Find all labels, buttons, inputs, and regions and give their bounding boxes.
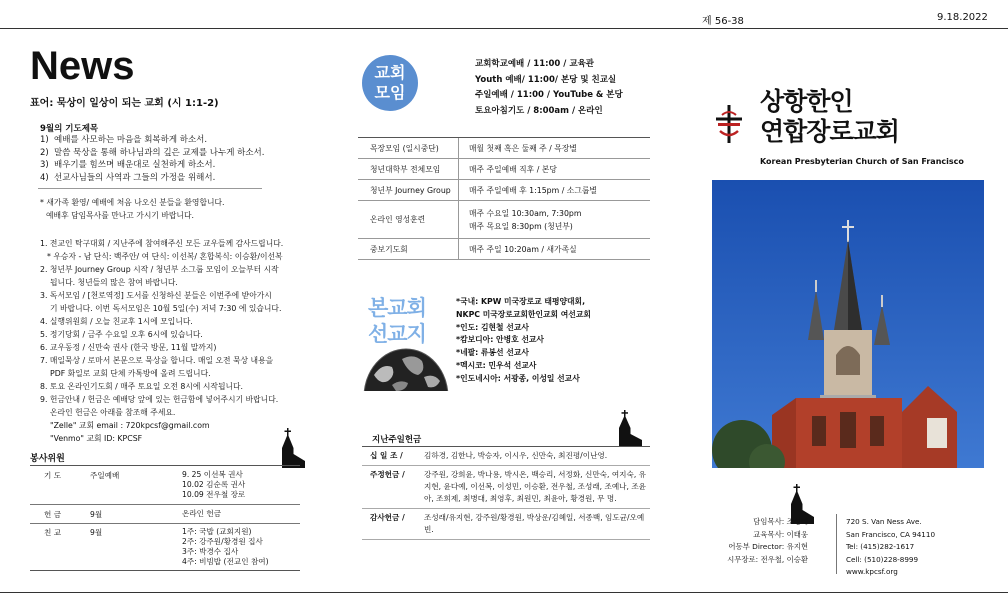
prayer-title: 9월의 기도제목	[40, 124, 99, 134]
news-item: "Zelle" 교회 email : 720kpcsf@gmail.com	[50, 421, 210, 430]
top-divider	[0, 28, 1008, 29]
globe-icon	[362, 345, 450, 391]
church-staff: 담임목사: 조성래 교육목사: 이태웅 어동부 Director: 유지현 시무장로: 전우철, 이승환	[727, 517, 808, 564]
offering-row: 감사헌금 / 조성래/유지현, 강주원/황경원, 박상운/김혜일, 서종백, 임도균/오예빈.	[362, 509, 650, 540]
offering-row: 십 일 조 / 김하경, 김한나, 박승자, 이시우, 신만숙, 최진평/이난영.	[362, 447, 650, 466]
issue-number: 제 56-38	[702, 16, 744, 27]
news-list	[40, 237, 300, 445]
schedule-row: 중보기도회 매주 주일 10:20am / 새가족실	[358, 239, 650, 260]
news-item: 7. 매일묵상 / 로마서 본문으로 묵상을 합니다. 매일 오전 묵상 내용을	[40, 356, 274, 365]
staff-title: 봉사위원	[30, 454, 65, 464]
schedule-row: 온라인 영성훈련 매주 수요일 10:30am, 7:30pm 매주 목요일 8:30pm (청년부)	[358, 201, 650, 239]
prayer-item: 4) 선교사님들의 사역과 그들의 가정을 위해서.	[40, 172, 216, 183]
prayer-item: 1) 예배를 사모하는 마음을 회복하게 하소서.	[40, 135, 208, 145]
prayer-item: 3) 배우기를 힘쓰며 배운대로 실천하게 하소서.	[40, 160, 216, 170]
missionaries-list: *국내: KPW 미국장로교 태평양대회, NKPC 미국장로교회한인교회 여선교회 *인도: 김현철 선교사 *캄보디아: 안병호 선교사 *네팔: 류봉선 선교사 *멕시코: 민우석 선교사 *인도네시아: 서광종, 이성일 선교사	[456, 297, 591, 383]
schedule-row: 목장모임 (일시중단) 매월 첫째 혹은 둘째 주 / 목장별	[358, 138, 650, 159]
meeting-schedule	[358, 137, 650, 260]
church-photo	[712, 180, 984, 468]
news-title: News	[30, 44, 135, 88]
news-item: 온라인 헌금은 아래를 참조해 주세요.	[50, 408, 176, 417]
church-contact: 720 S. Van Ness Ave. San Francisco, CA 94110 Tel: (415)282-1617 Cell: (510)228-8999 www.kpcsf.org	[846, 516, 935, 579]
bottom-divider	[0, 592, 1008, 593]
motto: 표어: 묵상이 일상이 되는 교회 (시 1:1-2)	[30, 98, 219, 109]
offering-title: 지난주일헌금	[372, 435, 422, 445]
news-item: 6. 교우동정 / 신만숙 권사 (한국 방문, 11월 말까지)	[40, 343, 217, 352]
staff-table	[30, 466, 300, 571]
website-link[interactable]: www.kpcsf.org	[846, 567, 898, 576]
issue-date: 9.18.2022	[937, 12, 988, 23]
news-item: 8. 토요 온라인기도회 / 매주 토요일 오전 8시에 시작됩니다.	[40, 382, 244, 391]
missions-title: 본교회 선교지	[368, 296, 426, 346]
welcome-note: * 새가족 환영/ 예배에 처음 나오신 분들을 환영합니다. 예배후 담임목사를 만나고 가시기 바랍니다.	[40, 198, 225, 220]
schedule-row: 청년부 Journey Group 매주 주일예배 후 1:15pm / 소그룹별	[358, 180, 650, 201]
news-item: "Venmo" 교회 ID: KPCSF	[50, 434, 143, 443]
staff-row: 친 교 9월 1주: 국밥 (교회지원) 2주: 강주원/황경원 집사 3주: 박경수 집사 4주: 비빔밥 (전교인 참여)	[30, 524, 300, 571]
divider	[38, 188, 262, 189]
church-name: 상항한인 연합장로교회	[760, 87, 899, 146]
news-item: 1. 전교인 탁구대회 / 지난주에 참여해주신 모든 교우들께 감사드립니다.	[40, 239, 284, 248]
staff-row: 헌 금 9월 온라인 헌금	[30, 505, 300, 524]
news-item: 3. 독서모임 / [천로역정] 도서를 신청하신 분들은 이번주에 받아가시	[40, 291, 272, 300]
offering-row: 주정헌금 / 강주원, 강희윤, 박나용, 박시온, 백승리, 서정화, 신만숙, 여지숙, 유지현, 윤다예, 이선복, 이성민, 이승환, 전우철, 조성래, 조예나, 조윤아, 조희제, 최병대, 최영후, 최원민, 최윤아, 황경원, 무 명.	[362, 466, 650, 509]
offering-list	[362, 447, 650, 540]
news-item: * 우승자 - 남 단식: 백주안/ 여 단식: 이선복/ 혼합복식: 이승환/이선복	[47, 252, 283, 261]
prayer-list	[40, 134, 264, 184]
staff-row: 기 도 주일예배 9. 25 이선복 권사 10.02 김순록 권사 10.09 전우철 장로	[30, 466, 300, 505]
news-item: 됩니다. 청년들의 많은 참여 바랍니다.	[50, 278, 178, 287]
schedule-row: 청년대학부 전체모임 매주 주일예배 직후 / 본당	[358, 159, 650, 180]
news-item: 2. 청년부 Journey Group 시작 / 청년부 소그룹 모임이 오늘부터 시작	[40, 265, 279, 274]
church-steeple-icon	[612, 410, 642, 446]
church-steeple-icon	[275, 428, 305, 468]
pcusa-logo	[700, 95, 758, 153]
church-name-english: Korean Presbyterian Church of San Francisco	[760, 157, 964, 166]
news-item: 4. 실행위원회 / 오늘 친교후 1시에 모입니다.	[40, 317, 193, 326]
meetings-badge: 교회 모임	[362, 55, 418, 111]
news-item: PDF 화일로 교회 단체 카톡방에 올려 드립니다.	[50, 369, 211, 378]
news-item: 기 바랍니다. 이번 독서모임은 10월 5일(수) 저녁 7:30 에 있습니다.	[50, 304, 282, 313]
news-item: 9. 헌금안내 / 헌금은 예배당 앞에 있는 헌금함에 넣어주시기 바랍니다.	[40, 395, 279, 404]
service-times: 교회학교예배 / 11:00 / 교육관 Youth 예배/ 11:00/ 본당 및 친교실 주일예배 / 11:00 / YouTube & 본당 토요아침기도 / 8:00am / 온라인	[475, 59, 623, 116]
prayer-item: 2) 말씀 묵상을 통해 하나님과의 깊은 교제를 나누게 하소서.	[40, 147, 265, 158]
news-item: 5. 정기당회 / 금주 수요일 오후 6시에 있습니다.	[40, 330, 203, 339]
divider	[836, 514, 837, 574]
